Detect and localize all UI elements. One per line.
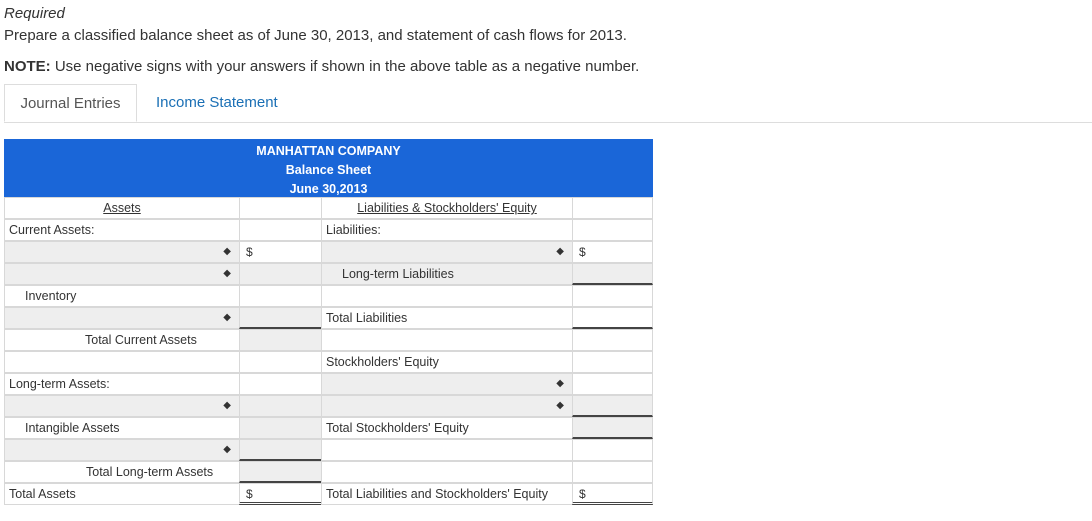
intangible-assets-label: Intangible Assets: [4, 417, 240, 439]
select-arrows-icon: ◆: [556, 400, 564, 411]
empty-cell: [572, 461, 653, 483]
current-asset-amount-3[interactable]: [239, 307, 322, 329]
inventory-label: Inventory: [4, 285, 240, 307]
empty-cell: [239, 197, 322, 219]
total-current-assets-amount[interactable]: [239, 329, 322, 351]
equity-amount-1[interactable]: [572, 373, 653, 395]
dollar-sign: $: [246, 245, 253, 259]
liability-amount-1[interactable]: [572, 241, 653, 263]
table-row: [4, 263, 653, 285]
total-liabilities-amount[interactable]: [572, 307, 653, 329]
empty-cell: [572, 439, 653, 461]
tab-journal-entries[interactable]: Journal Entries: [4, 84, 137, 122]
empty-cell: [239, 351, 322, 373]
select-arrows-icon: ◆: [223, 444, 231, 455]
select-arrows-icon: ◆: [223, 312, 231, 323]
empty-cell: [321, 439, 573, 461]
note-text: [4, 58, 639, 75]
empty-cell: [321, 329, 573, 351]
intangible-assets-amount[interactable]: [239, 417, 322, 439]
dollar-sign: $: [579, 245, 586, 259]
select-arrows-icon: ◆: [556, 378, 564, 389]
statement-date: June 30,2013: [289, 182, 368, 196]
total-current-assets-label: Total Current Assets: [4, 329, 240, 351]
liabilities-equity-header: Liabilities & Stockholders' Equity: [321, 197, 573, 219]
empty-cell: [321, 285, 573, 307]
long-term-liabilities-amount[interactable]: [572, 263, 653, 285]
statement-title: Balance Sheet: [285, 163, 372, 177]
inventory-amount[interactable]: [239, 285, 322, 307]
table-row: [4, 395, 653, 417]
liability-select-1[interactable]: [321, 241, 573, 263]
total-liabilities-label: Total Liabilities: [321, 307, 573, 329]
stockholders-equity-label: Stockholders' Equity: [321, 351, 573, 373]
empty-cell: [239, 373, 322, 395]
tab-income-statement[interactable]: Income Statement: [156, 94, 278, 111]
total-stockholders-equity-amount[interactable]: [572, 417, 653, 439]
long-term-asset-select-2[interactable]: [4, 439, 240, 461]
table-row: [4, 439, 653, 461]
total-long-term-assets-amount[interactable]: [239, 461, 322, 483]
table-row: [4, 329, 653, 351]
empty-cell: [572, 329, 653, 351]
long-term-liabilities-label: Long-term Liabilities: [321, 263, 573, 285]
empty-cell: [572, 285, 653, 307]
current-asset-amount-1[interactable]: [239, 241, 322, 263]
long-term-asset-amount-1[interactable]: [239, 395, 322, 417]
current-asset-amount-2[interactable]: [239, 263, 322, 285]
table-row: [4, 285, 653, 307]
dollar-sign: $: [246, 487, 253, 501]
company-name: MANHATTAN COMPANY: [256, 144, 401, 158]
empty-cell: [572, 219, 653, 241]
empty-cell: [4, 351, 240, 373]
balance-sheet-header: [4, 139, 653, 197]
long-term-asset-amount-2[interactable]: [239, 439, 322, 461]
table-row: [4, 483, 653, 505]
long-term-assets-label: Long-term Assets:: [4, 373, 240, 395]
assets-header: Assets: [4, 197, 240, 219]
table-row: [4, 351, 653, 373]
total-stockholders-equity-label: Total Stockholders' Equity: [321, 417, 573, 439]
equity-amount-2[interactable]: [572, 395, 653, 417]
empty-cell: [572, 197, 653, 219]
total-liabilities-equity-amount[interactable]: [572, 483, 653, 505]
total-assets-amount[interactable]: [239, 483, 322, 505]
table-row: [4, 373, 653, 395]
current-asset-select-1[interactable]: [4, 241, 240, 263]
instruction-text: Prepare a classified balance sheet as of June 30, 2013, and statement of cash flows for 2013.: [4, 27, 627, 44]
note-label: NOTE:: [4, 58, 51, 75]
select-arrows-icon: ◆: [556, 246, 564, 257]
table-row: [4, 307, 653, 329]
table-row: [4, 219, 653, 241]
table-row: [4, 241, 653, 263]
liabilities-label: Liabilities:: [321, 219, 573, 241]
equity-select-2[interactable]: [321, 395, 573, 417]
empty-cell: [321, 461, 573, 483]
note-body: Use negative signs with your answers if shown in the above table as a negative number.: [50, 58, 640, 75]
total-liabilities-equity-label: Total Liabilities and Stockholders' Equity: [321, 483, 573, 505]
total-long-term-assets-label: Total Long-term Assets: [4, 461, 240, 483]
total-assets-label: Total Assets: [4, 483, 240, 505]
empty-cell: [572, 351, 653, 373]
current-assets-label: Current Assets:: [4, 219, 240, 241]
select-arrows-icon: ◆: [223, 268, 231, 279]
dollar-sign: $: [579, 487, 586, 501]
equity-select-1[interactable]: [321, 373, 573, 395]
table-row: [4, 417, 653, 439]
required-label: Required: [4, 5, 65, 22]
long-term-asset-select-1[interactable]: [4, 395, 240, 417]
current-asset-select-3[interactable]: [4, 307, 240, 329]
select-arrows-icon: ◆: [223, 246, 231, 257]
table-row: [4, 461, 653, 483]
tab-bar: [4, 84, 1092, 123]
select-arrows-icon: ◆: [223, 400, 231, 411]
current-asset-select-2[interactable]: [4, 263, 240, 285]
column-header-row: [4, 197, 653, 219]
empty-cell: [239, 219, 322, 241]
